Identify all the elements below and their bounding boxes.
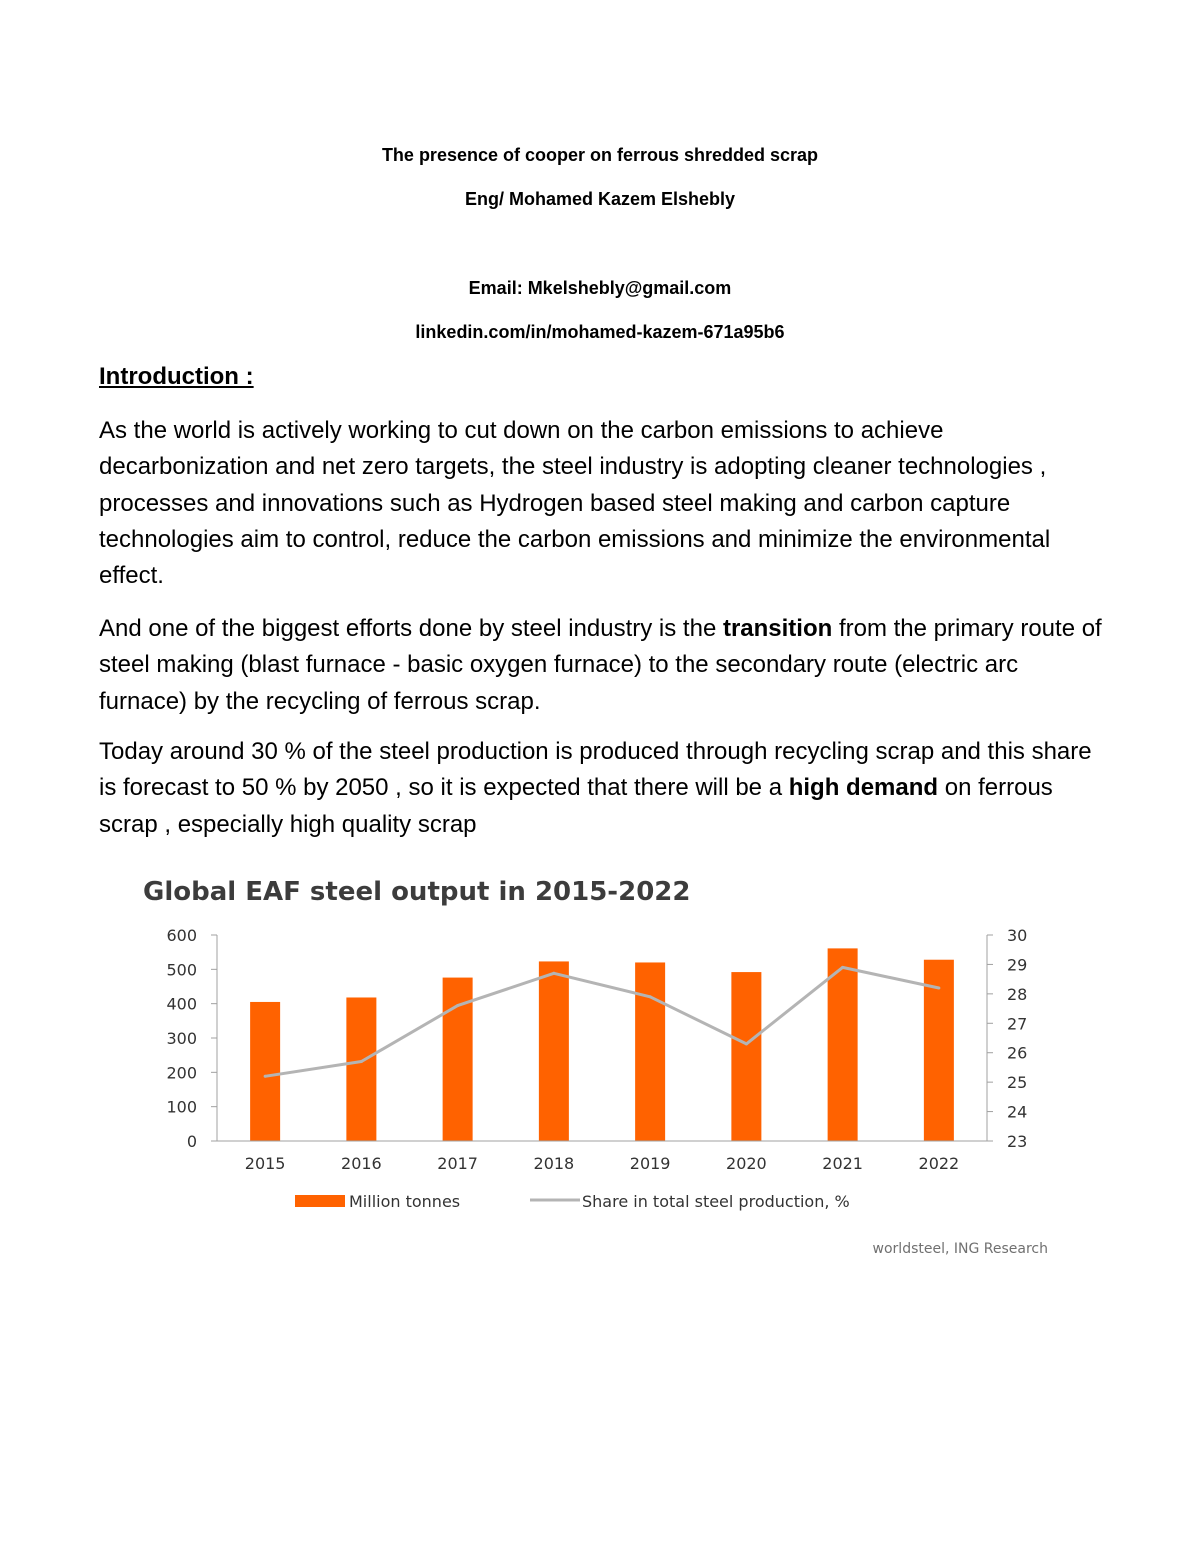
- left-tick-label: 500: [166, 960, 197, 980]
- bar-2019: [635, 962, 665, 1141]
- x-tick-label: 2016: [341, 1154, 382, 1173]
- intro-paragraph-2-text-start: And one of the biggest efforts done by steel industry is the: [99, 615, 723, 642]
- x-tick-label: 2022: [918, 1154, 960, 1173]
- left-tick-label: 600: [166, 926, 197, 945]
- share-point-2017: [456, 1004, 459, 1007]
- chart-source: worldsteel, ING Research: [872, 1241, 1048, 1257]
- share-point-2015: [264, 1075, 267, 1078]
- share-point-2021: [841, 966, 844, 969]
- intro-paragraph-1: As the world is actively working to cut down on the carbon emissions to achieve decarbonization and net zero targets, the steel industry is adopting cleaner technologies , processes and innovations such as Hydrogen based steel making and carbon capture technologies aim to control, reduce the carbon emissions and minimize the environmental effect.: [99, 417, 1051, 590]
- bar-2015: [250, 1002, 280, 1141]
- left-tick-label: 200: [166, 1063, 197, 1083]
- x-tick-label: 2021: [822, 1154, 863, 1173]
- author-name: Eng/ Mohamed Kazem Elshebly: [464, 189, 736, 209]
- intro-paragraph-3-text-start: Today around 30 % of the steel production is produced through recycling scrap and this share is forecast to 50 % by 2050 , so it is expected that there will be a: [99, 738, 1092, 802]
- intro-paragraph-3-text-end: on ferrous scrap , especially high quality scrap: [99, 774, 1053, 838]
- chart-svg: [120, 860, 1080, 1270]
- x-tick-label: 2020: [726, 1154, 767, 1173]
- share-point-2019: [649, 995, 652, 998]
- intro-paragraph-2-emphasis: transition: [722, 615, 833, 642]
- author-email: Email: Mkelshebly@gmail.com: [468, 278, 732, 298]
- legend-swatch-bars: [295, 1195, 345, 1207]
- left-tick-label: 0: [186, 1132, 197, 1151]
- chart-title: Global EAF steel output in 2015-2022: [143, 877, 691, 907]
- share-point-2016: [360, 1060, 363, 1063]
- left-tick-label: 100: [166, 1097, 197, 1117]
- x-tick-label: 2019: [629, 1154, 671, 1173]
- right-tick-label: 28: [1007, 984, 1028, 1004]
- share-point-2020: [745, 1042, 748, 1045]
- bar-2020: [731, 972, 761, 1141]
- author-linkedin: linkedin.com/in/mohamed-kazem-671a95b6: [415, 322, 785, 342]
- right-tick-label: 26: [1007, 1043, 1028, 1063]
- share-point-2022: [937, 986, 940, 989]
- legend-label-line: Share in total steel production, %: [582, 1192, 850, 1211]
- introduction-heading: Introduction :: [99, 363, 254, 390]
- share-point-2018: [552, 972, 555, 975]
- intro-paragraph-2: [99, 611, 1109, 720]
- right-tick-label: 23: [1007, 1132, 1028, 1151]
- left-tick-label: 400: [166, 994, 197, 1014]
- right-tick-label: 24: [1007, 1102, 1028, 1122]
- intro-paragraph-2-text-end: from the primary route of steel making (blast furnace - basic oxygen furnace) to the secondary route (electric arc furnace) by the recycling of ferrous scrap.: [99, 615, 1102, 715]
- x-tick-label: 2015: [244, 1154, 286, 1173]
- right-tick-label: 29: [1007, 955, 1028, 975]
- x-tick-label: 2018: [533, 1154, 575, 1173]
- document-title: The presence of cooper on ferrous shredded scrap: [381, 145, 819, 165]
- bar-2018: [539, 961, 569, 1141]
- right-tick-label: 30: [1007, 926, 1028, 945]
- right-tick-label: 25: [1007, 1073, 1028, 1093]
- x-tick-label: 2017: [437, 1154, 478, 1173]
- intro-paragraph-3-emphasis: high demand: [788, 774, 939, 802]
- left-tick-label: 300: [166, 1029, 197, 1048]
- intro-paragraph-3: [99, 734, 1109, 843]
- right-tick-label: 27: [1007, 1014, 1028, 1034]
- bar-2016: [346, 997, 376, 1141]
- legend-label-bars: Million tonnes: [349, 1192, 461, 1211]
- eaf-output-chart: [120, 860, 1080, 1270]
